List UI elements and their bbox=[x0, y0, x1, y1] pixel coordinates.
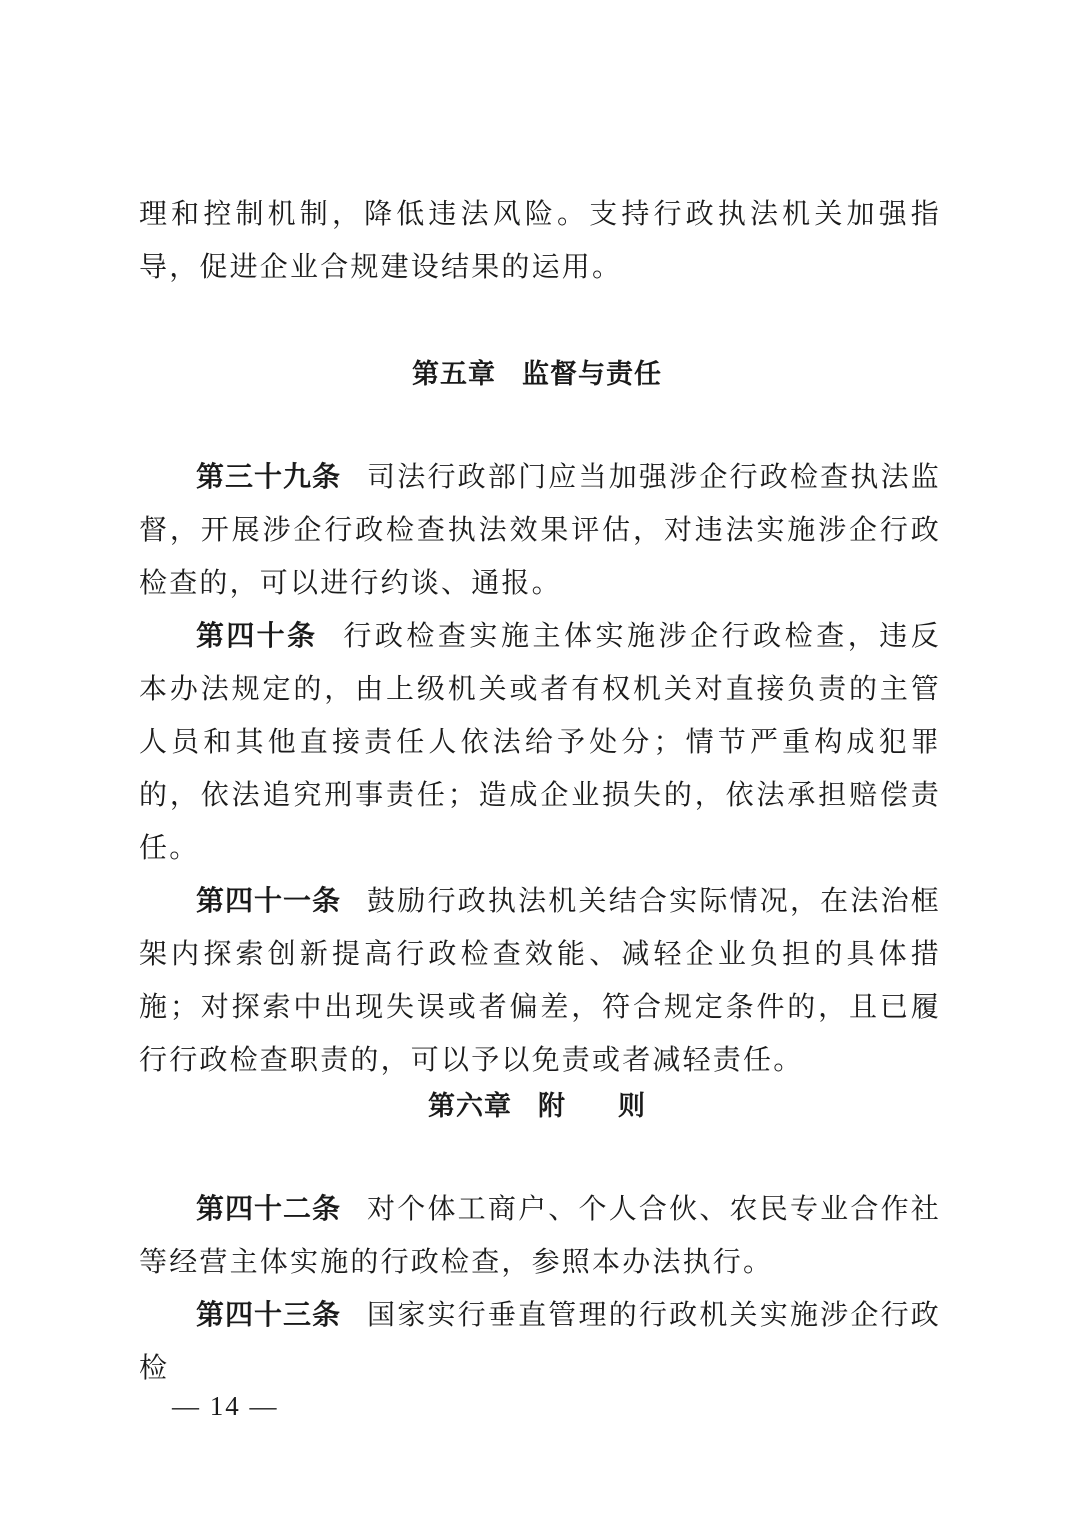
article-text: 国家实行垂直管理的行政机关实施涉企行政检 bbox=[139, 1298, 941, 1384]
page-number: — 14 — bbox=[172, 1391, 279, 1421]
article-label: 第四十一条 bbox=[196, 884, 342, 917]
article-43 bbox=[139, 1288, 941, 1394]
article-41 bbox=[139, 874, 941, 1086]
chapter-6-title-part1: 附 bbox=[538, 1091, 566, 1122]
chapter-6-number: 第六章 bbox=[428, 1091, 512, 1122]
article-text: 鼓励行政执法机关结合实际情况，在法治框架内探索创新提高行政检查效能、减轻企业负担的具体措施；对探索中出现失误或者偏差，符合规定条件的，且已履行行政检查职责的，可以予以免责或者减轻责任。 bbox=[139, 884, 941, 1076]
article-label: 第四十三条 bbox=[196, 1298, 342, 1331]
chapter-5-articles bbox=[139, 450, 941, 1086]
chapter-5-number: 第五章 bbox=[412, 359, 496, 390]
article-text: 行政检查实施主体实施涉企行政检查，违反本办法规定的，由上级机关或者有权机关对直接负责的主管人员和其他直接责任人依法给予处分；情节严重构成犯罪的，依法追究刑事责任；造成企业损失的，依法承担赔偿责任。 bbox=[139, 619, 941, 864]
article-text: 对个体工商户、个人合伙、农民专业合作社等经营主体实施的行政检查，参照本办法执行。 bbox=[139, 1192, 941, 1278]
chapter-6-heading bbox=[0, 1084, 1074, 1123]
chapter-5-heading bbox=[0, 352, 1074, 391]
article-text: 司法行政部门应当加强涉企行政检查执法监督，开展涉企行政检查执法效果评估，对违法实施涉企行政检查的，可以进行约谈、通报。 bbox=[139, 460, 941, 599]
chapter-6-articles bbox=[139, 1182, 941, 1394]
article-label: 第三十九条 bbox=[196, 460, 342, 493]
article-label: 第四十条 bbox=[196, 619, 318, 652]
continuation-block bbox=[139, 187, 941, 293]
article-40 bbox=[139, 609, 941, 874]
article-42 bbox=[139, 1182, 941, 1288]
chapter-6-title-part2: 则 bbox=[618, 1091, 646, 1122]
article-39 bbox=[139, 450, 941, 609]
chapter-5-title: 监督与责任 bbox=[522, 359, 662, 390]
article-label: 第四十二条 bbox=[196, 1192, 342, 1225]
continuation-paragraph: 理和控制机制，降低违法风险。支持行政执法机关加强指导，促进企业合规建设结果的运用。 bbox=[139, 197, 941, 283]
